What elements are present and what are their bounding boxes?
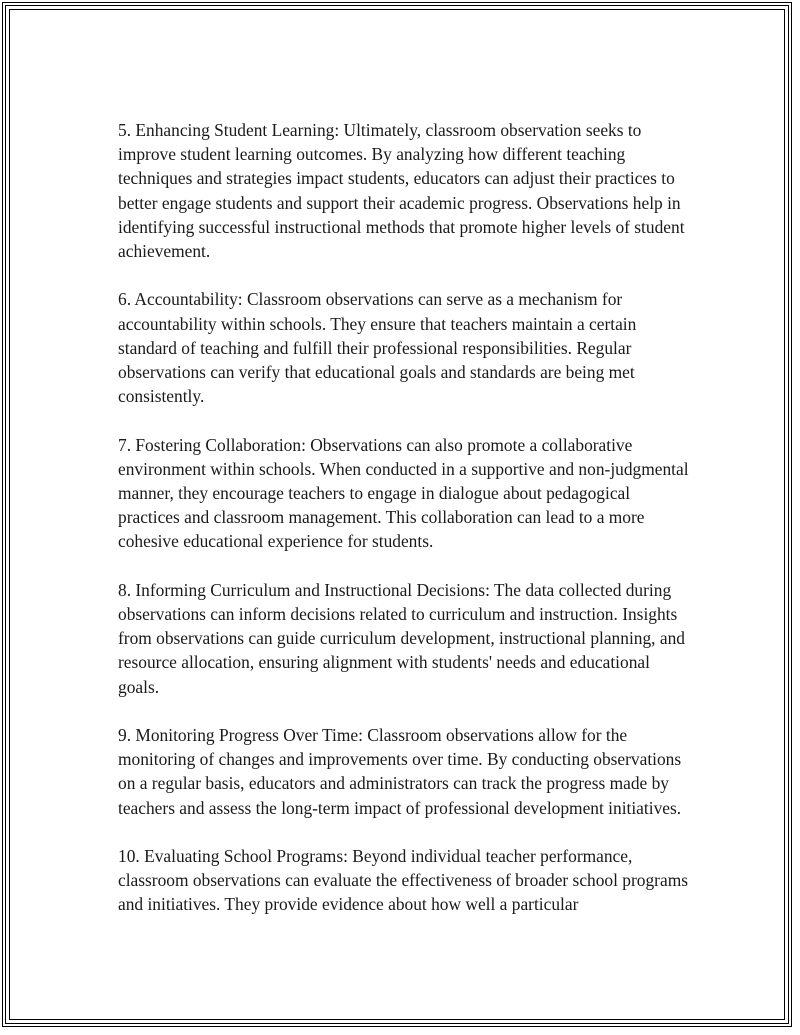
paragraph-fostering-collaboration: 7. Fostering Collaboration: Observations can also promote a collaborative environment within schools. When conducted in a supportive and non-judgmental manner, they encourage teachers to engage in dialogue about pedagogical practices and classroom management. This collaboration can lead to a more cohesive educational experience for students. [118,434,689,552]
paragraph-accountability: 6. Accountability: Classroom observations can serve as a mechanism for accountability within schools. They ensure that teachers maintain a certain standard of teaching and fulfill their professional responsibilities. Regular observations can verify that educational goals and standards are being met consistently. [118,289,637,407]
paragraph-informing-curriculum: 8. Informing Curriculum and Instructional Decisions: The data collected during observations can inform decisions related to curriculum and instruction. Insights from observations can guide curriculum development, instructional planning, and resource allocation, ensuring alignment with students' needs and educational goals. [118,579,685,697]
paragraph-evaluating-school-programs: 10. Evaluating School Programs: Beyond individual teacher performance, classroom observations can evaluate the effectiveness of broader school programs and initiatives. They provide evidence about how well a particular [118,846,688,915]
document-body [118,118,690,917]
paragraph-monitoring-progress: 9. Monitoring Progress Over Time: Classroom observations allow for the monitoring of changes and improvements over time. By conducting observations on a regular basis, educators and administrators can track the progress made by teachers and assess the long-term impact of professional development initiatives. [118,725,682,818]
paragraph-enhancing-student-learning: 5. Enhancing Student Learning: Ultimately, classroom observation seeks to improve student learning outcomes. By analyzing how different teaching techniques and strategies impact students, educators can adjust their practices to better engage students and support their academic progress. Observations help in identifying successful instructional methods that promote higher levels of student achievement. [118,120,685,262]
